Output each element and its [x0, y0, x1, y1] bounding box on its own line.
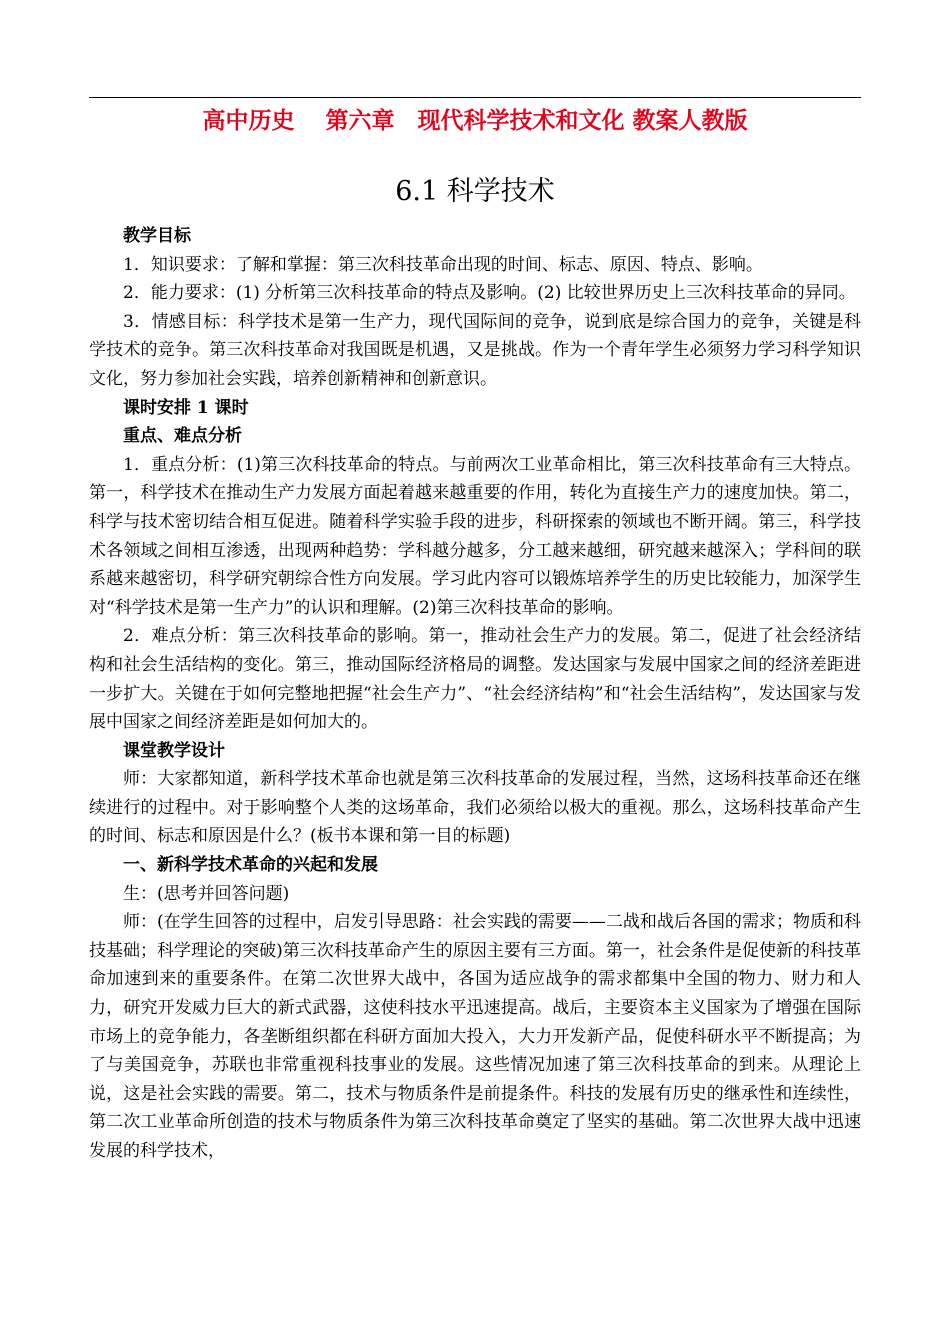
heading-class-design: 课堂教学设计: [123, 740, 225, 761]
document-body: [89, 222, 861, 1166]
section-title: 6.1 科学技术: [395, 176, 555, 207]
paragraph-goal-knowledge: 1．知识要求：了解和掌握：第三次科技革命出现的时间、标志、原因、特点、影响。: [123, 254, 763, 275]
header-rule: [89, 97, 861, 98]
paragraph-key-analysis: 1．重点分析：(1)第三次科技革命的特点。与前两次工业革命相比，第三次科技革命有三大特点。第一，科学技术在推动生产力发展方面起着越来越重要的作用，转化为直接生产力的速度加快。第二，科学与技术密切结合相互促进。随着科学实验手段的进步，科研探索的领域也不断开阔。第三，科学技术各领域之间相互渗透，出现两种趋势：学科越分越多，分工越来越细，研究越来越深入；学科间的联系越来越密切，科学研究朝综合性方向发展。学习此内容可以锻炼培养学生的历史比较能力，加深学生对“科学技术是第一生产力”的认识和理解。(2)第三次科技革命的影响。: [89, 454, 861, 618]
paragraph-goal-ability: 2．能力要求：(1) 分析第三次科技革命的特点及影响。(2) 比较世界历史上三次科技革命的异同。: [123, 283, 856, 304]
paragraph-student-response: 生：(思考并回答问题): [123, 883, 290, 904]
heading-schedule: 课时安排 1 课时: [123, 397, 249, 418]
heading-key-difficult: 重点、难点分析: [123, 426, 242, 447]
paragraph-goal-emotion: 3．情感目标：科学技术是第一生产力，现代国际间的竞争，说到底是综合国力的竞争，关键是科学技术的竞争。第三次科技革命对我国既是机遇，又是挑战。作为一个青年学生必须努力学习科学知识文化，努力参加社会实践，培养创新精神和创新意识。: [89, 311, 861, 389]
heading-teaching-goals: 教学目标: [123, 226, 191, 246]
paragraph-difficult-analysis: 2．难点分析：第三次科技革命的影响。第一，推动社会生产力的发展。第二，促进了社会经济结构和社会生活结构的变化。第三，推动国际经济格局的调整。发达国家与发展中国家之间的经济差距进一步扩大。关键在于如何完整地把握“社会生产力”、“社会经济结构”和“社会生活结构”，发达国家与发展中国家之间经济差距是如何加大的。: [89, 626, 861, 733]
heading-part-one: 一、新科学技术革命的兴起和发展: [123, 855, 378, 876]
document-title: 高中历史 第六章 现代科学技术和文化 教案人教版: [202, 107, 748, 134]
paragraph-teacher-causes: 师：(在学生回答的过程中，启发引导思路：社会实践的需要——二战和战后各国的需求；物质和科技基础；科学理论的突破)第三次科技革命产生的原因主要有三方面。第一，社会条件是促使新的科技革命加速到来的重要条件。在第二次世界大战中，各国为适应战争的需求都集中全国的物力、财力和人力，研究开发威力巨大的新式武器，这使科技水平迅速提高。战后，主要资本主义国家为了增强在国际市场上的竞争能力，各垄断组织都在科研方面加大投入，大力开发新产品，促使科研水平不断提高；为了与美国竞争，苏联也非常重视科技事业的发展。这些情况加速了第三次科技革命的到来。从理论上说，这是社会实践的需要。第二，技术与物质条件是前提条件。科技的发展有历史的继承性和连续性，第二次工业革命所创造的技术与物质条件为第三次科技革命奠定了坚实的基础。第二次世界大战中迅速发展的科学技术，: [89, 912, 861, 1161]
paragraph-teacher-intro: 师：大家都知道，新科学技术革命也就是第三次科技革命的发展过程，当然，这场科技革命还在继续进行的过程中。对于影响整个人类的这场革命，我们必须给以极大的重视。那么，这场科技革命产生的时间、标志和原因是什么？(板书本课和第一目的标题): [89, 769, 861, 847]
